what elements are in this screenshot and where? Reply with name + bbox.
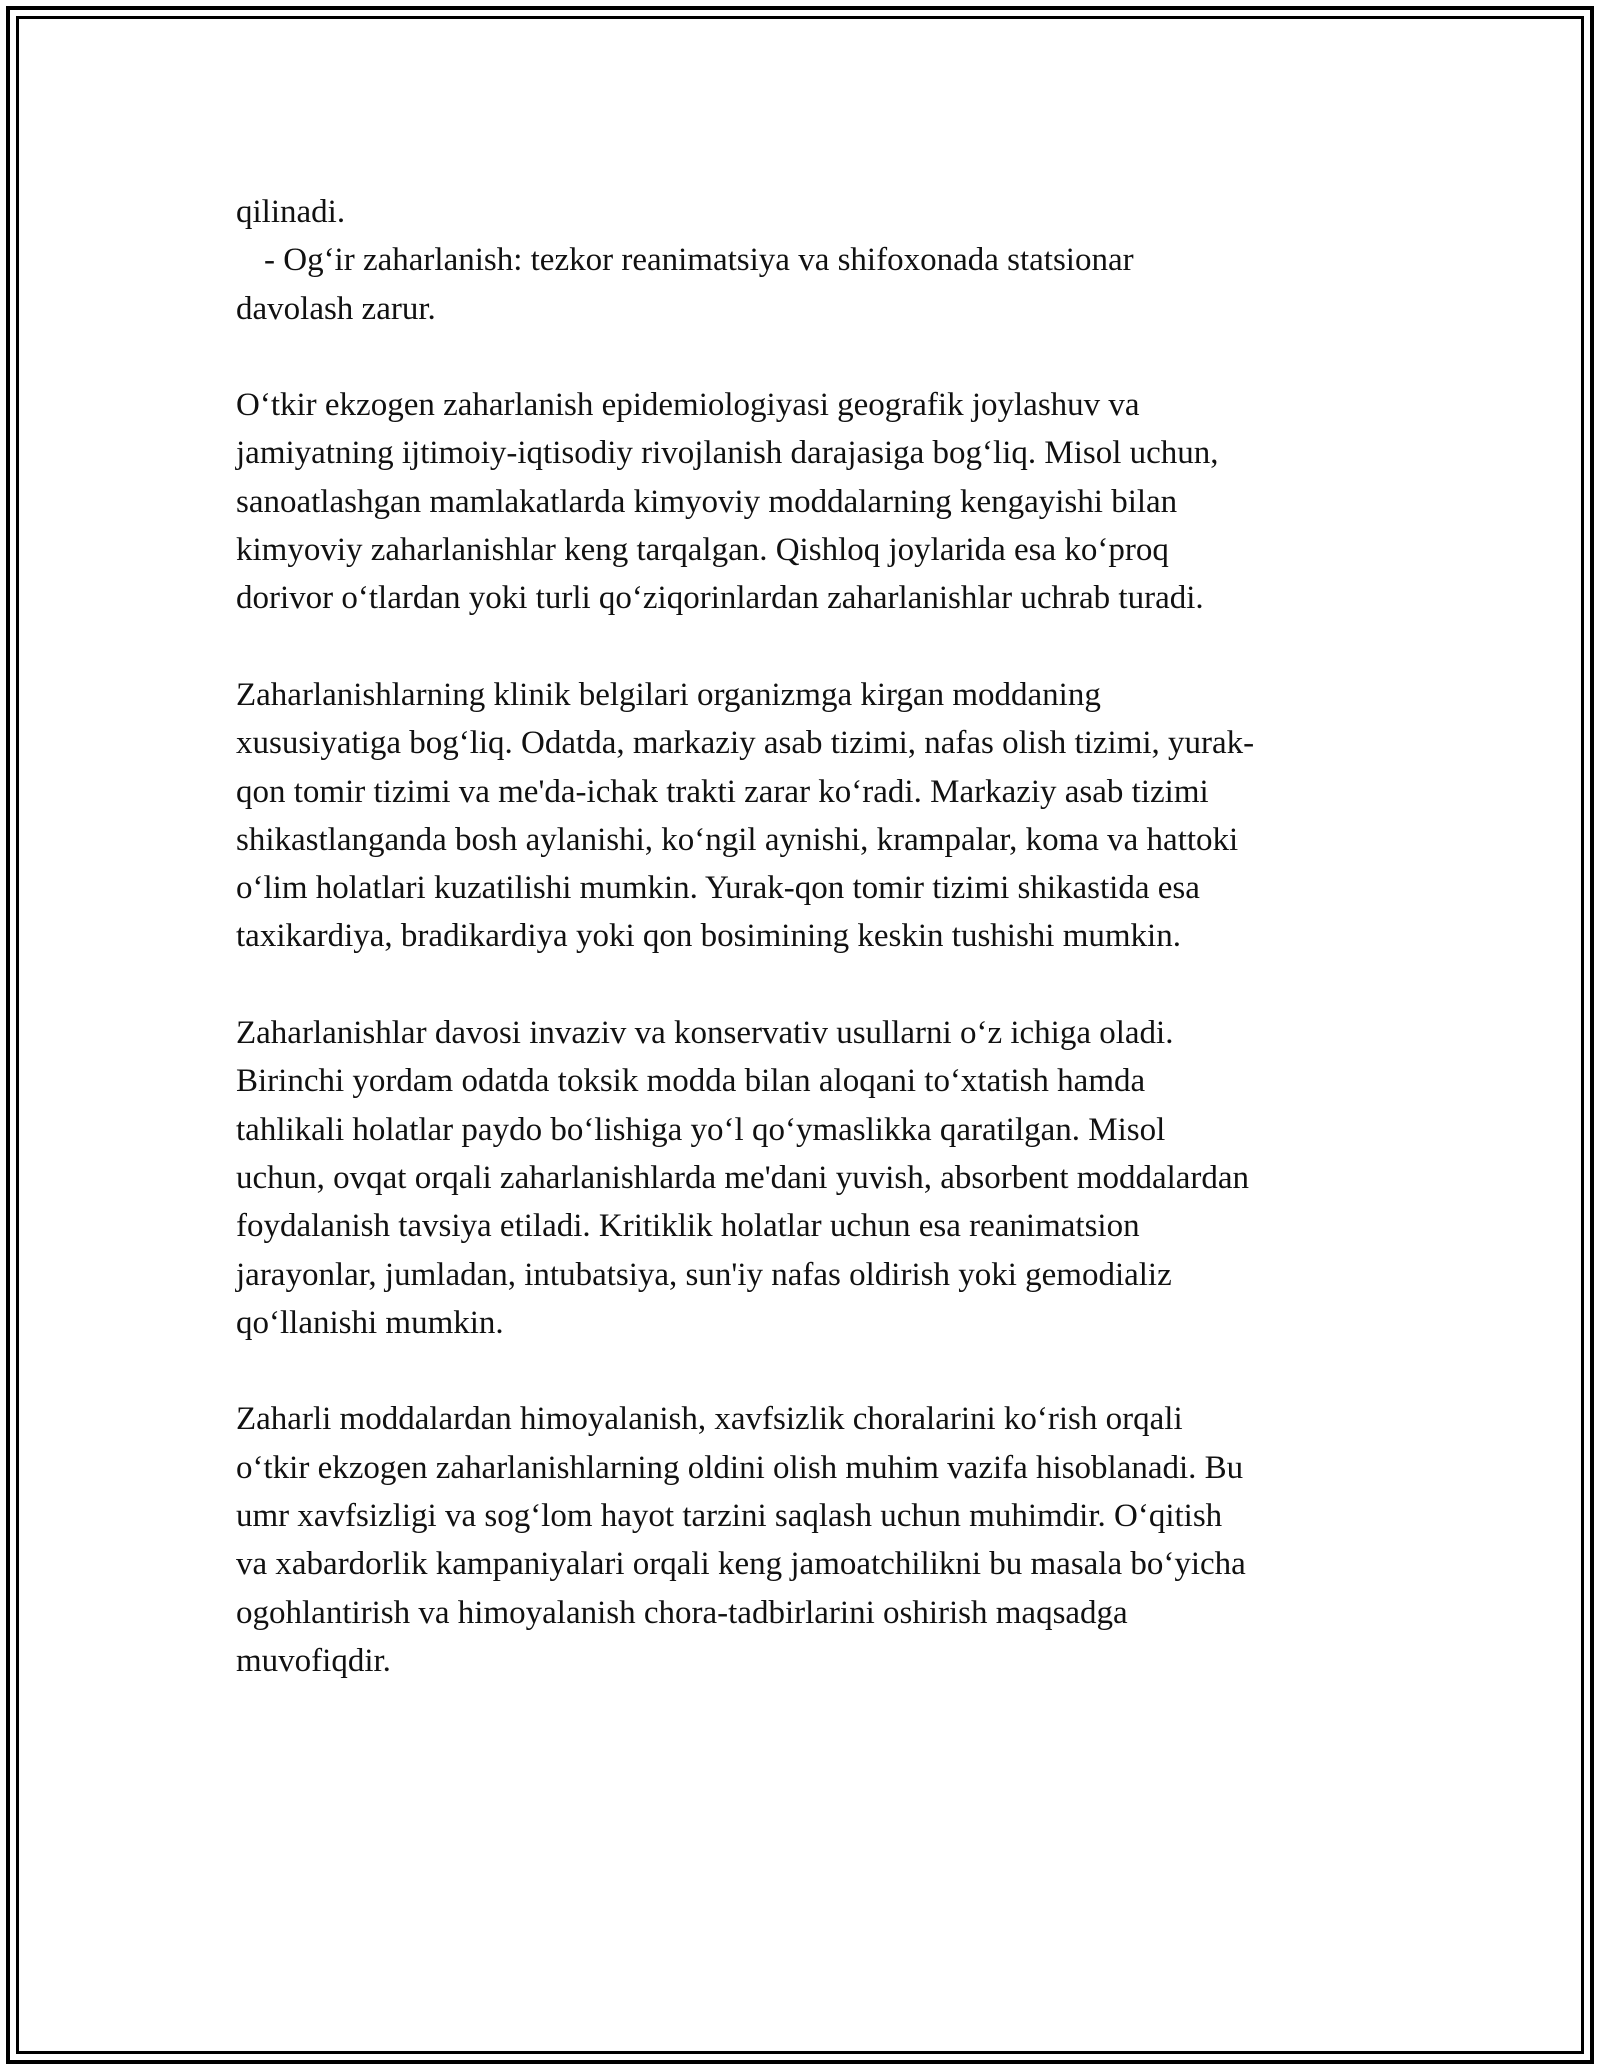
paragraph-1: [236, 188, 1386, 333]
text-line: uchun, ovqat orqali zaharlanishlarda me'dani yuvish, absorbent moddalardan: [236, 1159, 1250, 1196]
text-line: Zaharlanishlar davosi invaziv va konservativ usullarni o‘z ichiga oladi.: [236, 1015, 1174, 1052]
paragraph-4: [236, 1009, 1386, 1347]
paragraph-2: [236, 381, 1386, 622]
text-line: qilinadi.: [236, 194, 346, 230]
text-line: tahlikali holatlar paydo bo‘lishiga yo‘l qo‘ymaslikka qaratilgan. Misol: [236, 1111, 1166, 1148]
text-line: Birinchi yordam odatda toksik modda bilan aloqani to‘xtatish hamda: [236, 1063, 1146, 1100]
text-line: shikastlanganda bosh aylanishi, ko‘ngil aynishi, krampalar, koma va hattoki: [236, 821, 1239, 858]
text-line: muvofiqdir.: [236, 1642, 391, 1679]
text-line: Zaharlanishlarning klinik belgilari organizmga kirgan moddaning: [236, 676, 1101, 713]
text-line: kimyoviy zaharlanishlar keng tarqalgan. Qishloq joylarida esa ko‘proq: [236, 532, 1169, 569]
text-line: sanoatlashgan mamlakatlarda kimyoviy moddalarning kengayishi bilan: [236, 483, 1178, 520]
text-line: foydalanish tavsiya etiladi. Kritiklik holatlar uchun esa reanimatsion: [236, 1208, 1140, 1245]
text-line: - Og‘ir zaharlanish: tezkor reanimatsiya va shifoxonada statsionar: [264, 242, 1134, 279]
text-line: umr xavfsizligi va sog‘lom hayot tarzini saqlash uchun muhimdir. O‘qitish: [236, 1498, 1223, 1535]
text-line: jarayonlar, jumladan, intubatsiya, sun'iy nafas oldirish yoki gemodializ: [236, 1256, 1172, 1293]
paragraph-3: [236, 671, 1386, 961]
text-line: taxikardiya, bradikardiya yoki qon bosimining keskin tushishi mumkin.: [236, 918, 1181, 955]
document-body: [236, 188, 1386, 1734]
text-line: Zaharli moddalardan himoyalanish, xavfsizlik choralarini ko‘rish orqali: [236, 1401, 1183, 1438]
text-line: jamiyatning ijtimoiy-iqtisodiy rivojlanish darajasiga bog‘liq. Misol uchun,: [236, 435, 1219, 472]
text-line: xususiyatiga bog‘liq. Odatda, markaziy asab tizimi, nafas olish tizimi, yurak-: [236, 725, 1255, 762]
text-line: qo‘llanishi mumkin.: [236, 1304, 504, 1341]
text-line: dorivor o‘tlardan yoki turli qo‘ziqorinlardan zaharlanishlar uchrab turadi.: [236, 580, 1204, 617]
text-line: ogohlantirish va himoyalanish chora-tadbirlarini oshirish maqsadga: [236, 1594, 1128, 1631]
text-line: qon tomir tizimi va me'da-ichak trakti zarar ko‘radi. Markaziy asab tizimi: [236, 773, 1209, 810]
paragraph-5: [236, 1395, 1386, 1685]
text-line: o‘tkir ekzogen zaharlanishlarning oldini olish muhim vazifa hisoblanadi. Bu: [236, 1449, 1244, 1486]
text-line: O‘tkir ekzogen zaharlanish epidemiologiyasi geografik joylashuv va: [236, 387, 1140, 424]
text-line: davolash zarur.: [236, 290, 436, 327]
text-line: o‘lim holatlari kuzatilishi mumkin. Yurak-qon tomir tizimi shikastida esa: [236, 870, 1200, 907]
text-line: va xabardorlik kampaniyalari orqali keng jamoatchilikni bu masala bo‘yicha: [236, 1546, 1246, 1583]
